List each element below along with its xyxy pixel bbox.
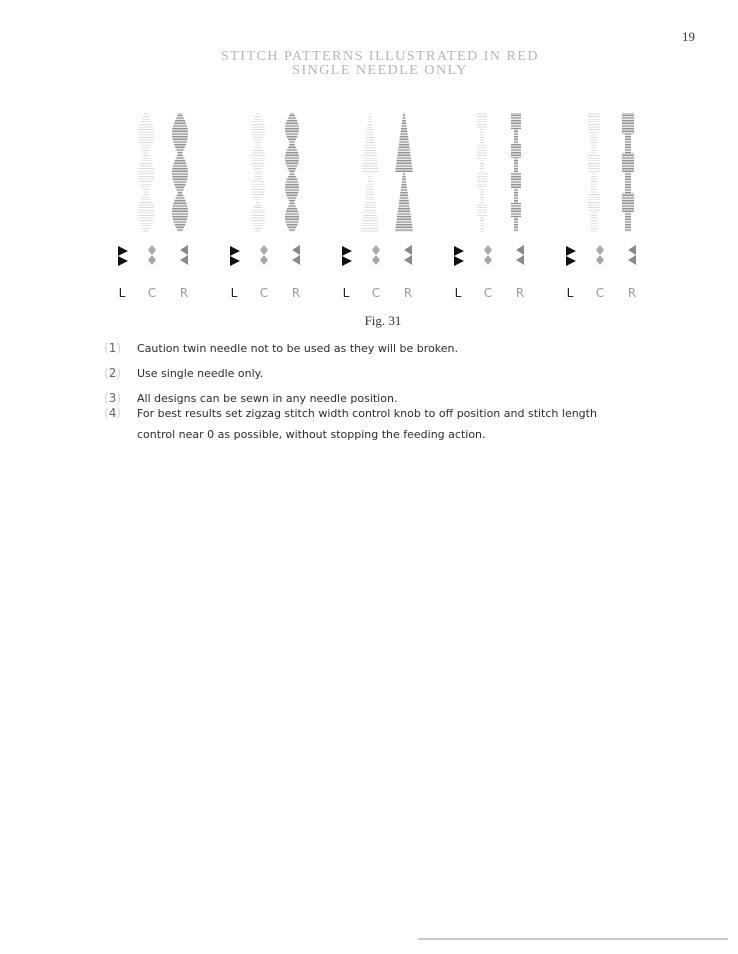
needle-position-label: R <box>179 286 189 300</box>
needle-position-label: L <box>230 286 238 300</box>
needle-center-icon <box>372 245 380 265</box>
note-item <box>104 363 684 384</box>
stitch-column <box>588 114 600 231</box>
needle-position-label: R <box>403 286 413 300</box>
stitch-column <box>395 114 413 231</box>
stitch-group <box>230 114 300 300</box>
stitch-column <box>251 114 265 231</box>
needle-position-label: C <box>595 286 605 300</box>
stitch-column <box>285 114 299 231</box>
footer-rule <box>418 938 728 940</box>
note-number: (4) <box>104 406 122 420</box>
stitch-group <box>454 114 524 300</box>
needle-left-icon <box>230 246 240 266</box>
stitch-hatching <box>361 114 379 231</box>
stitch-group <box>342 114 413 300</box>
page-number: 19 <box>682 29 695 44</box>
needle-left-icon <box>342 246 352 266</box>
needle-right-icon <box>628 245 636 265</box>
stitch-hatching <box>172 114 188 231</box>
needle-position-label: L <box>454 286 462 300</box>
needle-position-label: C <box>259 286 269 300</box>
needle-position-label: L <box>566 286 574 300</box>
stitch-pattern-illustration <box>108 100 668 305</box>
needle-center-icon <box>260 245 268 265</box>
needle-center-icon <box>596 245 604 265</box>
stitch-group <box>118 114 188 300</box>
stitch-hatching <box>588 114 600 231</box>
note-text: Use single needle only. <box>137 367 264 380</box>
stitch-column <box>511 114 521 231</box>
stitch-pattern-figure <box>108 100 668 305</box>
stitch-hatching <box>285 114 299 231</box>
needle-right-icon <box>404 245 412 265</box>
stitch-hatching <box>251 114 265 231</box>
needle-right-icon <box>180 245 188 265</box>
note-text-line-2: control near 0 as possible, without stopping the feeding action. <box>137 428 486 441</box>
stitch-hatching <box>511 114 521 231</box>
needle-position-label: L <box>342 286 350 300</box>
stitch-hatching <box>622 114 634 231</box>
needle-position-label: C <box>371 286 381 300</box>
title-line-2: SINGLE NEEDLE ONLY <box>292 63 468 78</box>
page-title <box>0 50 738 78</box>
stitch-group <box>566 114 636 300</box>
note-item <box>104 338 684 359</box>
needle-position-label: L <box>118 286 126 300</box>
stitch-hatching <box>395 114 413 231</box>
stitch-hatching <box>138 114 154 231</box>
title-line-1: STITCH PATTERNS ILLUSTRATED IN RED <box>220 49 540 64</box>
note-number: (3) <box>104 391 122 405</box>
note-item <box>104 403 684 445</box>
needle-position-label: R <box>291 286 301 300</box>
note-text: All designs can be sewn in any needle position. <box>137 392 398 405</box>
note-number: (2) <box>104 366 122 380</box>
notes-list <box>104 338 684 445</box>
needle-center-icon <box>484 245 492 265</box>
needle-left-icon <box>566 246 576 266</box>
needle-left-icon <box>454 246 464 266</box>
note-text: Caution twin needle not to be used as they will be broken. <box>137 342 458 355</box>
note-text-line-1: For best results set zigzag stitch width control knob to off position and stitch length <box>137 407 597 420</box>
needle-position-label: R <box>515 286 525 300</box>
stitch-column <box>172 114 188 231</box>
needle-position-label: C <box>483 286 493 300</box>
stitch-column <box>477 114 487 231</box>
needle-position-label: R <box>627 286 637 300</box>
stitch-column <box>622 114 634 231</box>
note-number: (1) <box>104 341 122 355</box>
needle-center-icon <box>148 245 156 265</box>
needle-right-icon <box>516 245 524 265</box>
figure-caption: Fig. 31 <box>364 313 402 328</box>
stitch-column <box>361 114 379 231</box>
needle-left-icon <box>118 246 128 266</box>
needle-position-label: C <box>147 286 157 300</box>
needle-right-icon <box>292 245 300 265</box>
stitch-column <box>138 114 154 231</box>
stitch-hatching <box>477 114 487 231</box>
